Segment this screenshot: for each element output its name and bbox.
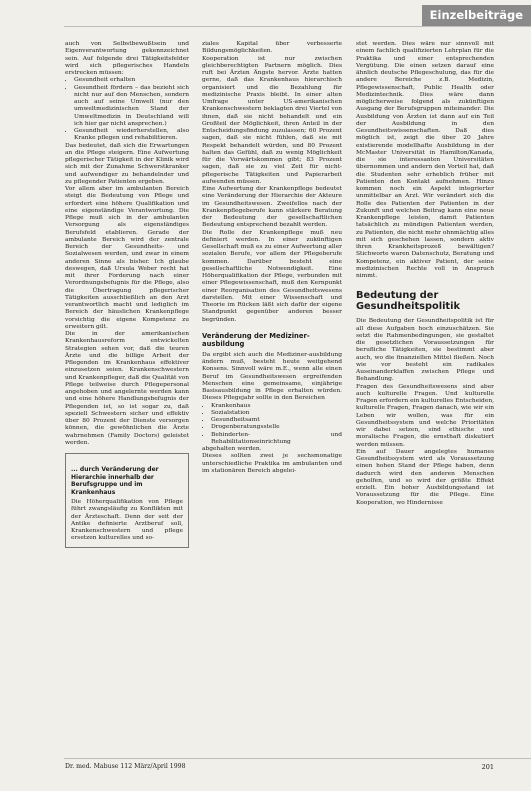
list-item: • Gesundheit erhalten: [74, 77, 189, 84]
section-header: Einzelbeiträge: [422, 5, 531, 26]
col2-paragraph: Die Rolle der Krankenpflege muß neu definiert werden. In einer zukünftigen Gesellschaft muß es zu einer Aufwertung aller sozialen Berufe, vor allem der Pflegeberufe kommen. Darüber besteht eine gesellschaftliche Notwendigkeit. Eine Höherqualifikation der Pflege, verbunden mit einer Pflegewissenschaft, muß den Kernpunkt einer Reorganisation des Gesundheitswesens darstellen. Mit einer Wissenschaft und Theorie im Rücken läßt sich dafür der eigene Standpunkt gegenüber anderen besser begründen.: [202, 229, 342, 323]
col1-box-heading: ... durch Veränderung der Hierarchie innerhalb der Berufsgruppe und im Krankenhaus: [71, 466, 159, 496]
col2-paragraph: abgehalten werden.: [202, 446, 262, 452]
col3-paragraph: Die Bedeutung der Gesundheitspolitik ist für all diese Aufgaben hoch einzuschätzen. Sie setzt die Rahmenbedingungen, sie gestaltet die gesetzlichen Voraussetzungen für berufliche Tätigkeiten, sie bestimmt aber auch, wo die finanziellen Mittel fließen. Noch wie vor besteht ein radikales Auseinanderklaffen zwischen Pflege und Behandlung.: [356, 318, 494, 383]
col1-paragraph: Das bedeutet, daß sich die Erwartungen an die Pflege steigern. Eine Aufwertung pflegerischer Tätigkeit in der Klinik wird sich mit der Zunahme Schwerstkranker und aufwendiger zu behandelnder und zu pflegender Patienten ergeben.: [65, 142, 189, 185]
header-rule: [64, 26, 531, 27]
col1-paragraph: Die in der amerikanischen Krankenhausreform entwickelten Strategien sehen vor, daß die teuren Ärzte und die billige Arbeit der Pflegenden im Krankenhaus effektiver einzusetzen seien. Krankenschwestern und Krankenpfleger, daß die Qualität von Pflege teilweise durch Pflegepersonal angehoben und angelernte werden kann und eine höhere Handlungsbefugnis der Pflegenden ist, so ist sogar zu, daß speziell Schwestern sicher und effektiv über 80 Prozent der Dienste versorgen können, die gewöhnlichen die Ärzte wahrnehmen (Family Doctors) geleistet werden.: [65, 331, 189, 446]
column-1: [65, 41, 189, 744]
list-item: • Gesundheit wiederherstellen, also Kranke pflegen und rehabilitieren.: [74, 128, 189, 143]
list-item: • Gesundheitsamt: [211, 417, 342, 424]
col2-paragraph: Kooperation ist nur zwischen gleichberechtigten Partnern möglich. Dies ruft bei Ärzten Ängste hervor. Ärzte hatten gerne, daß das Krankenhaus hierarchisch organisiert und die Bezahlung für medizinische Praxis bleibt. In einer alten Umfrage unter US-amerikanischen Krankenschwestern beklagten drei Viertel von ihnen, daß sie nicht behandelt und ein Großteil der Möglichkeit, ihren Anteil in der Entscheidungsfindung zuzulassen; 60 Prozent sagen, daß sie nicht fühlen, daß sie mit Respekt behandelt würden, und 80 Prozent halten das Gefühl, daß zu wenig Möglichkeit für die Vorwärtskommen gibt; 83 Prozent sagen, daß sie zu viel Zeit für nicht-pflegerische Tätigkeiten und Papierarbeit aufwenden müssen.: [202, 55, 342, 185]
col3-paragraph: Fragen des Gesundheitswesens sind aber auch kulturelle Fragen. Und kulturelle Fragen erfordern ein kulturelles Entscheiden, kulturelle Fragen, Fragen danach, wie wir ein Leben wir wollen, was für ein Gesundheitssystem und welche Prioritäten wir dabei setzen, sind ethische und moralische Fragen, die ernsthaft diskutiert werden müssen.: [356, 383, 494, 448]
footer-source: Dr. med. Mabuse 112 März/April 1998: [65, 763, 186, 770]
col1-boxed-section: [65, 453, 189, 548]
col3-paragraph: stet werden. Dies wäre nur sinnvoll mit einem fachlich qualifizierten Lehrplan für die Praktika und einer entsprechenden Vergütung. Die einen setzen darauf eine ähnlich deutsche Pflegeschulung, das für die andere Bereiche z.B. Medizin, Pflegewissenschaft, Public Health oder Medizintechnik. Dies wäre dann möglicherweise folgend als zukünftigen Ausgang der Berufsgruppen miteinander. Die Ausbildung von Ärzten ist dann auf ein Teil der Ausbildung in den Gesundheitswissenschaften. Daß dies möglich ist, zeigt die über 20 Jahre existierende modellhafte Ausbildung in der McMaster Universität in Hamilton/Kanada, die sie interessanten Universitäten übernommen und andern den Vorteil hat, daß die Studenten sehr erheblich früher mit Patienten den Kontakt aufnehmen. Hinzu kommen noch ein Aspekt integrierter unmittelbar an Arzt. Wir verändert sich die Rolle des Patienten der Patienten in der Zukunft und welchen Beitrag kann eine neue Krankenpflege leisten, damit Patienten tatsächlich zu mündigen Patienten werden, zu Patienten, die nicht mehr ohnmächtig alles mit sich geschehen lassen, sondern aktiv ihren Krankheitsprozeß bewältigen? Stichworte waren Datenschutz, Beratung und Kompetenz, ein aktiver Patient, der seine medizinischen Rechte voll in Anspruch nimmt.: [356, 41, 494, 279]
column-3: [356, 41, 494, 744]
col2-paragraph: Dieses sollten zwei je sechsmonatige unterschiedliche Praktika im ambulanten und im stationären Bereich abgelei-: [202, 453, 342, 474]
list-item: • Sozialstation: [211, 410, 342, 417]
col2-paragraph: ziales Kapital über verbesserte Bildungsmöglichkeiten.: [202, 41, 342, 55]
col2-paragraph: Da ergibt sich auch die Mediziner-ausbildung ändern muß, besteht heute weitgehend Konsens. Sinnvoll wäre m.E., wenn alle einen Beruf im Gesundheitswesen ergreifenden Menschen eine gemeinsame, einjährige Basisausbildung in Pflege erhalten würden. Dieses Pflegejahr sollte in den Bereichen: [202, 351, 342, 402]
list-item: • Krankenhaus: [211, 403, 342, 410]
col3-paragraph: Ein auf Dauer angelegtes humanes Gesundheitssystem wird als Voraussetzung einen hohen Stand der Pflege haben, denn dadurch wird den anderen Menschen geholfen, und so wird der größte Effekt erzielt. Ein hoher Ausbildungsstand ist Voraussetzung für die Pflege. Eine Kooperation, wo Hindernisse: [356, 448, 494, 506]
col3-heading: Bedeutung der Gesundheitspolitik: [356, 290, 460, 313]
col1-intro: auch von Selbstbewußtsein und Eigenverantwortung gekennzeichnet sein. Auf folgende drei Tätigkeitsfelder wird sich pflegerisches Handeln erstrecken müssen:: [65, 41, 189, 76]
col2-subheading: Veränderung der Mediziner-ausbildung: [202, 331, 310, 348]
col2-list: [202, 403, 342, 447]
col1-box-text: Die Höherqualifikation von Pflege führt zwangsläufig zu Konflikten mit der Ärzteschaft. Denn der seit der Antike definierte Arztberuf soll, Krankenschwestern und pflege ersetzen kulturelles und so-: [71, 499, 183, 542]
col1-bullet-list: [65, 77, 189, 142]
col1-paragraph: Vor allem aber im ambulanten Bereich steigt die Bedeutung von Pflege und erfordert eine höhere Qualifikation und eine eigenständige Verantwortung. Die Pflege muß sich in der ambulanten Versorgung als eigenständiges Berufsfeld etablieren. Gerade der ambulante Bereich wird der zentrale Bereich der Gesundheits- und Sozialwesen werden, und zwar in einem anderen Sinne als bisher. Ich glaube deswegen, daß Ursula Weber recht hat mit ihrer Forderung nach einer Verordnungsbefugnis für die Pflege, also die Übertragung pflegerischer Tätigkeiten ausschließlich an den Arzt verantwortlich macht und lediglich im Bereich der häuslichen Krankenpflege vorsichtig die eigene Kompetenz zu erweitern gilt.: [65, 186, 189, 330]
list-item: • Behinderten- und Rehabilitationseinrichtung: [211, 432, 342, 447]
column-2: [202, 41, 342, 744]
footer-rule: [64, 758, 531, 759]
list-item: • Gesundheit fördern – das bezieht sich nicht nur auf den Menschen, sondern auch auf seine Umwelt (nur den umweltmedizinischen Stand der Umweltmedizin in Deutschland will ich hier gar nicht ansprechen.): [74, 85, 189, 129]
col2-paragraph: Eine Aufwertung der Krankenpflege bedeutet eine Veränderung der Hierarchie der Akteure im Gesundheitswesen. Zweifellos nach der Krankenpflegeberufe kann stärkere Beratung der Bedeutung der gesellschaftlichen Bedeutung entsprechend bezahlt werden.: [202, 186, 342, 229]
list-item: • Drogenberatungsstelle: [211, 424, 342, 431]
page-number: 201: [481, 763, 494, 771]
